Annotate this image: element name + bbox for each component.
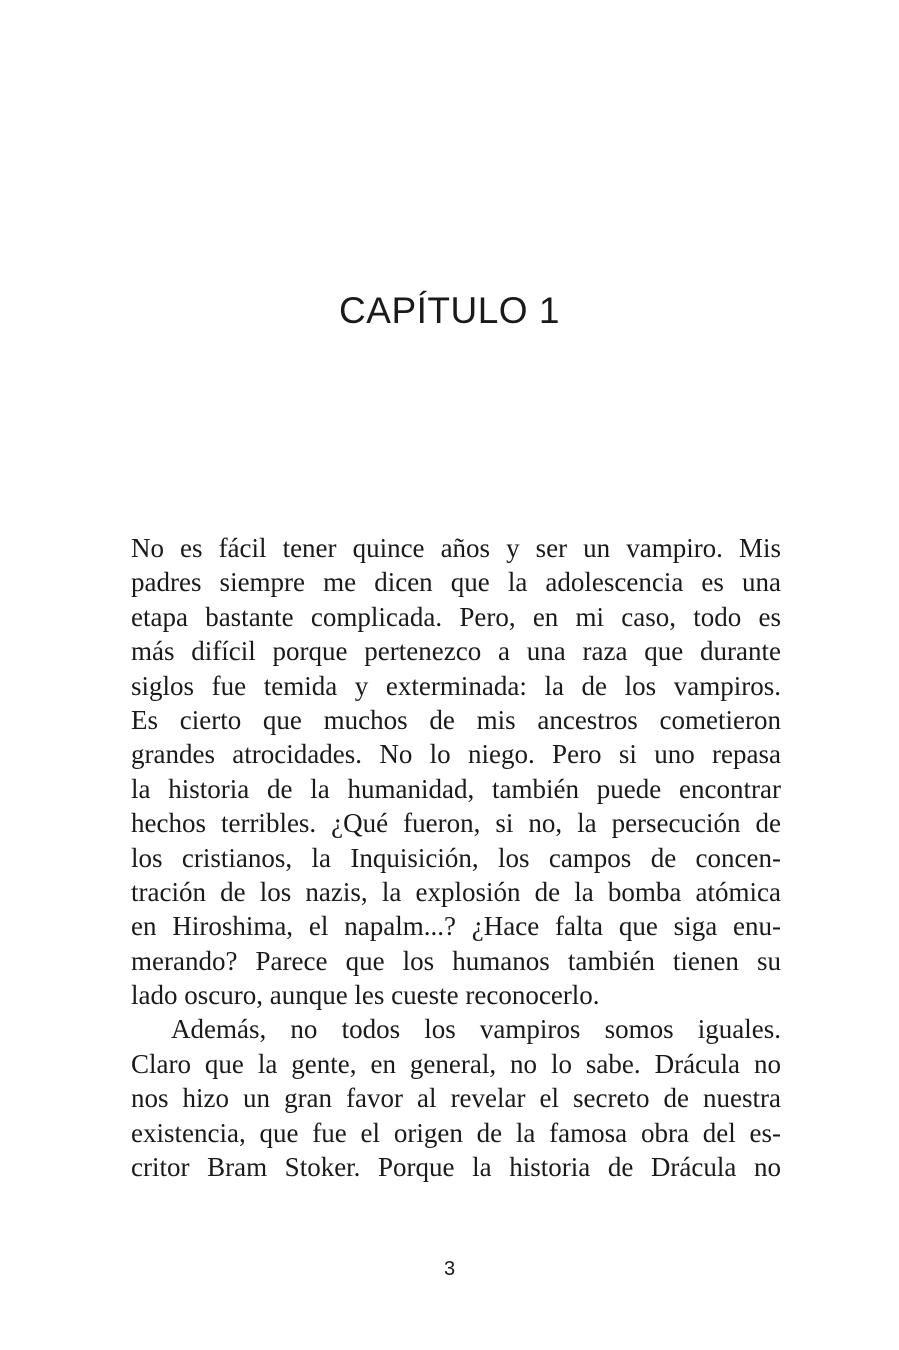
text-line: la historia de la humanidad, también puede encontrar <box>131 773 781 804</box>
text-line: etapa bastante complicada. Pero, en mi caso, todo es <box>131 601 781 632</box>
text-line: nos hizo un gran favor al revelar el secreto de nuestra <box>131 1083 781 1114</box>
text-line: padres siempre me dicen que la adolescencia es una <box>131 567 781 598</box>
body-text <box>131 531 781 1184</box>
page-number: 3 <box>443 1258 456 1280</box>
text-line: los cristianos, la Inquisición, los campos de concen- <box>131 842 781 873</box>
text-line: existencia, que fue el origen de la famosa obra del es- <box>131 1117 781 1148</box>
text-line: merando? Parece que los humanos también tienen su <box>131 945 781 976</box>
text-line: Además, no todos los vampiros somos iguales. <box>171 1014 781 1045</box>
text-line: grandes atrocidades. No lo niego. Pero si uno repasa <box>131 739 781 770</box>
text-line: critor Bram Stoker. Porque la historia de Drácula no <box>131 1152 781 1183</box>
text-line: hechos terribles. ¿Qué fueron, si no, la persecución de <box>131 808 781 839</box>
text-line: en Hiroshima, el napalm...? ¿Hace falta que siga enu- <box>131 911 781 942</box>
text-line: Es cierto que muchos de mis ancestros cometieron <box>131 704 781 735</box>
paragraph-1 <box>131 531 781 1012</box>
text-line: No es fácil tener quince años y ser un vampiro. Mis <box>131 533 781 563</box>
chapter-title: CAPÍTULO 1 <box>339 290 560 331</box>
text-line: tración de los nazis, la explosión de la bomba atómica <box>131 876 781 907</box>
text-line: más difícil porque pertenezco a una raza que durante <box>131 636 781 667</box>
text-line: Claro que la gente, en general, no lo sabe. Drácula no <box>131 1048 781 1079</box>
text-line: siglos fue temida y exterminada: la de los vampiros. <box>131 670 781 701</box>
text-line: lado oscuro, aunque les cueste reconocerlo. <box>131 980 600 1011</box>
paragraph-2 <box>131 1012 781 1184</box>
